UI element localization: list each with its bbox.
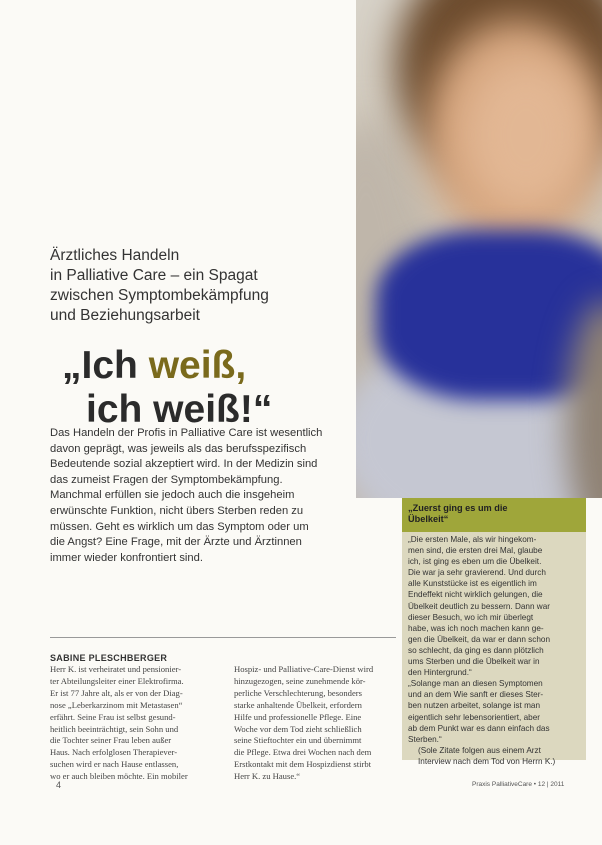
body-line: ter Abteilungsleiter einer Elektrofirma.	[50, 675, 184, 686]
body-line: Hospiz- und Palliative-Care-Dienst wird	[234, 664, 374, 674]
sidebar-line: ben nutzen arbeitet, solange ist man	[408, 701, 540, 711]
intro-line: davon geprägt, was jeweils als das berufsspezifisch	[50, 442, 307, 455]
sidebar-heading	[408, 503, 508, 525]
sidebar-line: ums Sterben und die Übelkeit war in	[408, 657, 540, 667]
intro-line: Bedeutende sozial akzeptiert wird. In der Medizin sind	[50, 458, 318, 471]
sidebar-line: den Hintergrund.“	[408, 668, 472, 678]
sidebar-line: Die war ja sehr gravierend. Und durch	[408, 568, 546, 578]
sidebar-line: Sterben.“	[408, 734, 442, 744]
headline-prefix: „Ich	[62, 344, 149, 387]
page-number: 4	[56, 780, 62, 790]
quote-sidebar	[402, 498, 586, 766]
article-subtitle	[50, 246, 350, 326]
sidebar-line: ich, ist ging es eben um die Übelkeit.	[408, 557, 542, 567]
body-line: starke anhaltende Übelkeit, erfordern	[234, 699, 362, 710]
body-column-1	[50, 664, 210, 783]
article-headline	[62, 344, 272, 432]
body-line: Hilfe und professionelle Pflege. Eine	[234, 711, 362, 722]
headline-highlight: weiß,	[148, 344, 247, 387]
sidebar-note-line: Interview nach dem Tod von Herrn K.)	[418, 756, 556, 766]
sidebar-line: Übelkeit deutlich zu bessern. Dann war	[408, 601, 550, 611]
sidebar-line: „Die ersten Male, als wir hingekom-	[408, 535, 537, 544]
subtitle-line: Ärztliches Handeln	[50, 247, 180, 264]
sidebar-line: Endeffekt nicht wirklich gelungen, die	[408, 590, 543, 600]
intro-line: müssen. Geht es wirklich um das Symptom oder um	[50, 520, 309, 533]
sidebar-line: ab dem Punkt war es dann einfach das	[408, 723, 550, 733]
subtitle-line: zwischen Symptombekämpfung	[50, 287, 269, 304]
sidebar-line: men sind, die ersten drei Mal, glaube	[408, 546, 543, 556]
sidebar-line: dieser Besuch, wo ich mir überlegt	[408, 612, 534, 622]
intro-line: die Angst? Eine Frage, mit der Ärzte und Ärztinnen	[50, 536, 302, 549]
body-line: hinzugezogen, seine zunehmende kör-	[234, 675, 366, 686]
author-name: SABINE PLESCHBERGER	[50, 653, 168, 663]
sidebar-line: und an dem Wie sanft er dieses Ster-	[408, 690, 544, 700]
sidebar-line: so schlecht, da ging es dann plötzlich	[408, 645, 544, 655]
intro-line: Manchmal erfüllen sie jedoch auch die insgeheim	[50, 489, 295, 502]
sidebar-line: „Solange man an diesen Symptomen	[408, 679, 543, 689]
body-line: die Pflege. Etwa drei Wochen nach dem	[234, 747, 372, 758]
body-line: Haus. Nach erfolglosen Therapiever-	[50, 747, 178, 758]
sidebar-line: eigentlich sehr lebensorientiert, aber	[408, 712, 540, 722]
subtitle-line: und Beziehungsarbeit	[50, 307, 200, 324]
body-line: Herr K. zu Hause.“	[234, 771, 301, 782]
body-line: Herr K. ist verheiratet und pensionier-	[50, 664, 182, 674]
sidebar-heading-line: „Zuerst ging es um die	[408, 503, 508, 513]
body-line: nose „Leberkarzinom mit Metastasen“	[50, 699, 183, 710]
body-line: wo er auch bleiben möchte. Ein mobiler	[50, 771, 188, 782]
intro-line: erwünschte Funktion, nicht übers Sterben reden zu	[50, 504, 304, 517]
sidebar-body	[408, 534, 584, 767]
subtitle-line: in Palliative Care – ein Spagat	[50, 267, 258, 284]
sidebar-heading-line: Übelkeit“	[408, 514, 449, 524]
body-line: Er ist 77 Jahre alt, als er von der Diag-	[50, 687, 183, 698]
portrait-photo	[356, 0, 602, 498]
page-footer: Praxis PalliativeCare • 12 | 2011	[472, 781, 565, 788]
intro-line: das zumeist Fragen der Symptombekämpfung.	[50, 473, 283, 486]
body-line: die Tochter seiner Frau leben außer	[50, 735, 172, 746]
sidebar-line: alle Kunststücke ist es eigentlich im	[408, 579, 537, 589]
body-line: Woche vor dem Tod zieht schließlich	[234, 723, 362, 734]
intro-line: Das Handeln der Profis in Palliative Care ist wesentlich	[50, 427, 323, 439]
body-line: seine Stieftochter ein und übernimmt	[234, 735, 362, 746]
body-column-2	[234, 664, 394, 783]
article-intro	[50, 426, 370, 566]
intro-line: immer wieder konfrontiert sind.	[50, 551, 203, 564]
body-line: suchen wird er nach Hause entlassen,	[50, 759, 179, 770]
body-line: heitlich beeinträchtigt, sein Sohn und	[50, 723, 179, 734]
headline-line2: ich weiß!“	[86, 388, 273, 431]
section-divider	[50, 637, 396, 638]
sidebar-line: habe, was ich noch machen kann ge-	[408, 623, 544, 633]
body-line: erfährt. Seine Frau ist selbst gesund-	[50, 711, 176, 722]
sidebar-note-line: (Sole Zitate folgen aus einem Arzt	[418, 745, 541, 755]
body-line: perliche Verschlechterung, besonders	[234, 687, 362, 698]
sidebar-line: gen die Übelkeit, da war er dann schon	[408, 634, 551, 644]
body-line: Erstkontakt mit dem Hospizdienst stirbt	[234, 759, 372, 770]
